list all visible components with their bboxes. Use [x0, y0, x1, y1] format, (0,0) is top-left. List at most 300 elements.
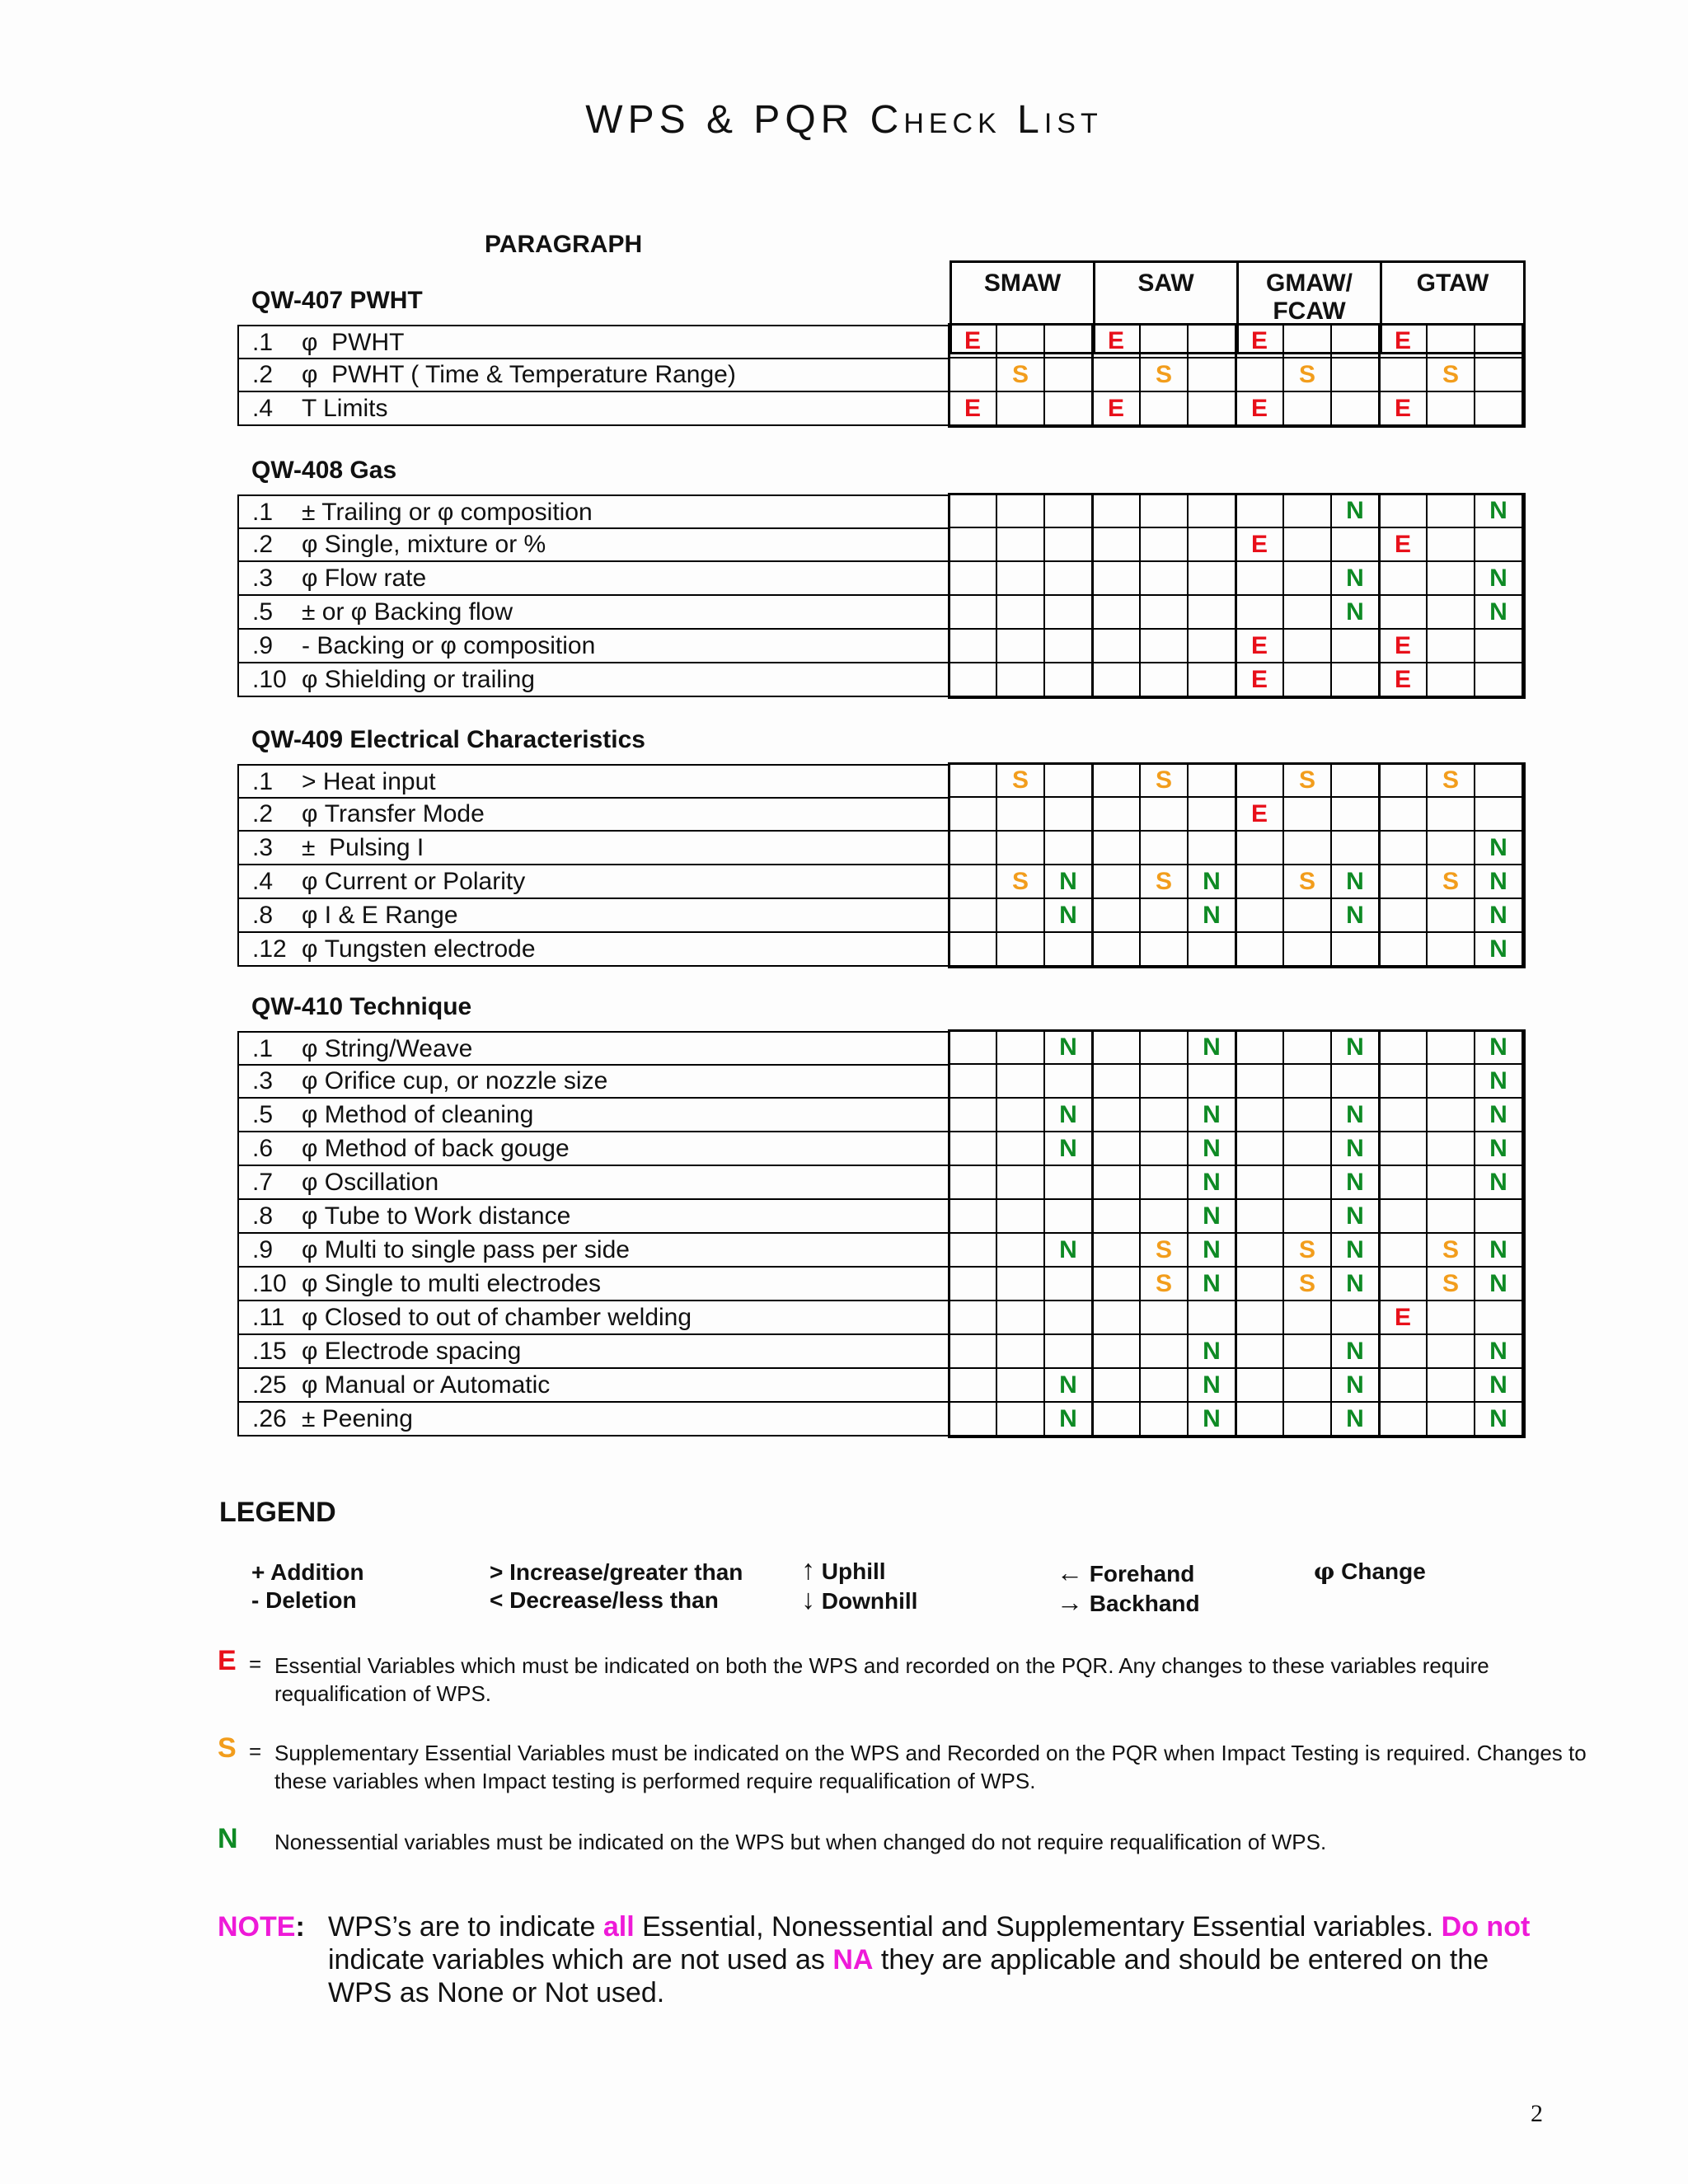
mark-cell	[1380, 596, 1428, 630]
mark-cell	[950, 1335, 997, 1369]
mark-cell	[950, 1065, 997, 1099]
definition-e-equals: =	[249, 1652, 262, 1676]
mark-cell	[1141, 933, 1189, 967]
mark-cell: E	[1093, 325, 1141, 359]
mark-cell: S	[1141, 764, 1189, 798]
row-label	[237, 596, 950, 630]
mark-cell	[950, 1132, 997, 1166]
mark-cell: N	[1475, 1335, 1523, 1369]
mark-cell: E	[1380, 528, 1428, 562]
mark-cell: S	[1428, 865, 1475, 899]
row-text: ± Peening	[302, 1405, 413, 1432]
mark-cell	[1093, 798, 1141, 832]
row-label	[237, 1301, 950, 1335]
mark-cell	[1141, 630, 1189, 663]
process-header-line: SAW	[1137, 269, 1194, 297]
mark-cell	[1045, 596, 1093, 630]
mark-cell: N	[1332, 899, 1380, 933]
row-number: .2	[252, 361, 274, 388]
row-number: .3	[252, 565, 274, 592]
mark-cell	[1045, 663, 1093, 697]
mark-cell	[1189, 798, 1236, 832]
mark-cell	[1332, 764, 1380, 798]
mark-cell	[1428, 1403, 1475, 1436]
mark-cell	[1284, 1031, 1332, 1065]
row-number: .25	[252, 1371, 287, 1399]
mark-cell	[1141, 528, 1189, 562]
mark-cell	[1284, 1335, 1332, 1369]
row-text: φ Closed to out of chamber welding	[302, 1304, 692, 1331]
mark-cell: N	[1045, 1132, 1093, 1166]
mark-cell	[1093, 933, 1141, 967]
legend-deletion: - Deletion	[251, 1587, 357, 1613]
mark-cell	[1236, 1099, 1284, 1132]
mark-cell	[950, 1031, 997, 1065]
mark-cell	[1093, 562, 1141, 596]
mark-cell: N	[1045, 1403, 1093, 1436]
mark-cell	[1284, 562, 1332, 596]
row-label	[237, 562, 950, 596]
process-group-divider	[1378, 493, 1381, 699]
mark-cell	[1236, 933, 1284, 967]
mark-cell	[1428, 630, 1475, 663]
mark-cell	[1332, 798, 1380, 832]
note-label: NOTE:	[218, 1911, 305, 1943]
mark-cell	[1475, 798, 1523, 832]
mark-cell: N	[1189, 1234, 1236, 1268]
row-number: .10	[252, 666, 287, 693]
row-number: .5	[252, 1101, 274, 1128]
mark-cell: N	[1332, 1132, 1380, 1166]
row-text: φ Orifice cup, or nozzle size	[302, 1067, 608, 1094]
mark-cell: N	[1045, 1031, 1093, 1065]
mark-cell	[1380, 1234, 1428, 1268]
mark-cell: N	[1332, 1099, 1380, 1132]
mark-cell	[1093, 899, 1141, 933]
mark-cell	[1284, 663, 1332, 697]
downhill-arrow-icon: ↓	[801, 1584, 815, 1615]
mark-cell: N	[1475, 1132, 1523, 1166]
mark-cell: N	[1189, 1369, 1236, 1403]
mark-cell	[1141, 1301, 1189, 1335]
mark-cell: N	[1332, 1234, 1380, 1268]
mark-cell	[997, 1099, 1045, 1132]
mark-cell	[1236, 1403, 1284, 1436]
row-number: .1	[252, 499, 274, 526]
mark-cell	[997, 1200, 1045, 1234]
mark-cell	[1045, 933, 1093, 967]
mark-cell	[1284, 1369, 1332, 1403]
legend-uphill	[801, 1554, 886, 1586]
mark-cell	[1045, 832, 1093, 865]
mark-cell: S	[1428, 1268, 1475, 1301]
mark-cell	[997, 562, 1045, 596]
mark-cell: E	[1380, 630, 1428, 663]
mark-cell: N	[1475, 1065, 1523, 1099]
mark-cell: N	[1475, 494, 1523, 528]
mark-cell	[1428, 1200, 1475, 1234]
mark-cell: N	[1332, 596, 1380, 630]
mark-cell: S	[1284, 865, 1332, 899]
mark-cell: E	[1380, 1301, 1428, 1335]
mark-cell	[1380, 798, 1428, 832]
row-label	[237, 1335, 950, 1369]
mark-cell	[950, 1268, 997, 1301]
mark-cell: S	[1141, 359, 1189, 392]
process-group-divider	[1091, 1029, 1094, 1438]
definition-s-equals: =	[249, 1739, 262, 1764]
mark-cell	[1475, 1301, 1523, 1335]
mark-cell	[1045, 528, 1093, 562]
process-group-divider	[1378, 323, 1381, 428]
mark-cell	[1284, 798, 1332, 832]
mark-cell	[950, 663, 997, 697]
process-group-divider	[1235, 323, 1237, 428]
mark-cell	[1189, 596, 1236, 630]
mark-cell	[1428, 798, 1475, 832]
mark-cell	[1093, 764, 1141, 798]
row-label	[237, 359, 950, 392]
mark-cell	[1428, 1166, 1475, 1200]
mark-cell	[1093, 359, 1141, 392]
mark-cell	[1045, 392, 1093, 426]
mark-cell: N	[1045, 865, 1093, 899]
row-text: φ PWHT ( Time & Temperature Range)	[302, 361, 736, 388]
mark-cell	[1236, 899, 1284, 933]
mark-cell	[997, 1403, 1045, 1436]
mark-cell: E	[1236, 325, 1284, 359]
process-group-divider	[1235, 493, 1237, 699]
mark-cell	[1093, 1369, 1141, 1403]
mark-cell	[1284, 1099, 1332, 1132]
mark-cell: S	[1428, 359, 1475, 392]
mark-cell: S	[1141, 865, 1189, 899]
legend-change	[1314, 1558, 1426, 1585]
mark-cell	[1141, 832, 1189, 865]
mark-cell: N	[1045, 1099, 1093, 1132]
process-header-line: GTAW	[1416, 269, 1489, 297]
mark-cell	[1332, 1301, 1380, 1335]
mark-cell	[1236, 596, 1284, 630]
row-text: φ Method of cleaning	[302, 1101, 534, 1128]
mark-cell	[1189, 325, 1236, 359]
row-label	[237, 528, 950, 562]
mark-cell	[1475, 325, 1523, 359]
mark-cell: E	[1236, 663, 1284, 697]
mark-cell	[1380, 764, 1428, 798]
mark-cell	[1141, 1369, 1189, 1403]
mark-cell	[1141, 325, 1189, 359]
mark-cell: E	[1236, 798, 1284, 832]
mark-cell	[1380, 1132, 1428, 1166]
mark-cell	[1045, 1335, 1093, 1369]
mark-cell	[950, 596, 997, 630]
mark-cell	[1428, 1335, 1475, 1369]
mark-cell	[997, 596, 1045, 630]
row-number: .9	[252, 632, 274, 659]
row-label	[237, 1166, 950, 1200]
mark-cell	[1189, 528, 1236, 562]
mark-cell	[1380, 1403, 1428, 1436]
mark-cell	[1332, 832, 1380, 865]
mark-cell	[1093, 1200, 1141, 1234]
mark-cell	[1428, 1301, 1475, 1335]
mark-cell	[997, 1301, 1045, 1335]
process-group-divider	[1091, 762, 1094, 968]
mark-cell	[1093, 1234, 1141, 1268]
mark-cell	[1428, 562, 1475, 596]
row-text: ± Pulsing I	[302, 834, 424, 861]
mark-cell	[1141, 1166, 1189, 1200]
mark-cell	[997, 798, 1045, 832]
mark-cell	[1380, 832, 1428, 865]
mark-cell	[950, 764, 997, 798]
mark-cell: N	[1189, 1335, 1236, 1369]
section-title: QW-409 Electrical Characteristics	[251, 726, 645, 753]
legend-increase: > Increase/greater than	[490, 1559, 743, 1585]
mark-cell	[1141, 663, 1189, 697]
mark-cell	[1236, 1166, 1284, 1200]
mark-cell	[1284, 325, 1332, 359]
mark-cell	[950, 1200, 997, 1234]
mark-cell	[1093, 1301, 1141, 1335]
mark-cell	[1284, 933, 1332, 967]
mark-cell	[950, 1369, 997, 1403]
definition-n-mark: N	[218, 1823, 238, 1854]
mark-cell: E	[1236, 630, 1284, 663]
mark-cell	[1093, 663, 1141, 697]
mark-cell	[1380, 494, 1428, 528]
legend-downhill	[801, 1584, 917, 1616]
mark-cell	[1093, 1031, 1141, 1065]
mark-cell: E	[1093, 392, 1141, 426]
mark-cell	[1380, 933, 1428, 967]
mark-cell	[1045, 1301, 1093, 1335]
row-number: .26	[252, 1405, 287, 1432]
mark-cell	[1475, 1200, 1523, 1234]
mark-cell: N	[1475, 1234, 1523, 1268]
mark-cell	[997, 392, 1045, 426]
mark-cell	[1284, 1132, 1332, 1166]
mark-cell: S	[1141, 1268, 1189, 1301]
mark-cell	[1045, 359, 1093, 392]
row-number: .12	[252, 935, 287, 963]
row-number: .1	[252, 1035, 274, 1062]
mark-cell	[1093, 494, 1141, 528]
mark-cell	[1141, 562, 1189, 596]
mark-cell: N	[1332, 1031, 1380, 1065]
process-group-divider	[1235, 1029, 1237, 1438]
row-label	[237, 1268, 950, 1301]
mark-cell: N	[1332, 1166, 1380, 1200]
mark-cell: N	[1475, 933, 1523, 967]
uphill-arrow-icon: ↑	[801, 1554, 815, 1586]
mark-cell	[1189, 1301, 1236, 1335]
mark-cell: N	[1475, 1369, 1523, 1403]
mark-cell	[1189, 764, 1236, 798]
mark-cell	[1189, 832, 1236, 865]
mark-cell: N	[1475, 865, 1523, 899]
mark-cell: S	[997, 865, 1045, 899]
mark-cell: N	[1189, 1099, 1236, 1132]
mark-cell	[1093, 832, 1141, 865]
mark-cell	[1284, 528, 1332, 562]
definition-e-mark: E	[218, 1645, 237, 1676]
mark-cell	[1236, 832, 1284, 865]
row-number: .7	[252, 1169, 274, 1196]
row-text: φ Single, mixture or %	[302, 531, 546, 558]
mark-cell	[1045, 1268, 1093, 1301]
mark-cell	[1189, 663, 1236, 697]
mark-cell	[1380, 1268, 1428, 1301]
mark-cell	[1236, 1335, 1284, 1369]
mark-cell	[950, 1166, 997, 1200]
mark-cell	[1045, 1065, 1093, 1099]
mark-cell: S	[997, 764, 1045, 798]
mark-cell	[1284, 630, 1332, 663]
legend-forehand	[1057, 1558, 1194, 1588]
row-label	[237, 663, 950, 697]
row-label	[237, 1234, 950, 1268]
mark-cell	[1141, 1099, 1189, 1132]
mark-cell: E	[950, 325, 997, 359]
mark-cell	[1093, 1403, 1141, 1436]
process-header-line: FCAW	[1273, 298, 1346, 325]
mark-cell	[997, 663, 1045, 697]
mark-cell	[1236, 1301, 1284, 1335]
mark-cell	[950, 899, 997, 933]
mark-cell: N	[1475, 596, 1523, 630]
row-number: .10	[252, 1270, 287, 1297]
row-text: φ Tungsten electrode	[302, 935, 536, 963]
row-number: .1	[252, 329, 274, 356]
mark-cell	[950, 1099, 997, 1132]
mark-cell	[1093, 1065, 1141, 1099]
mark-cell	[1189, 933, 1236, 967]
mark-cell	[1045, 798, 1093, 832]
mark-cell	[1236, 1268, 1284, 1301]
mark-cell	[997, 1369, 1045, 1403]
mark-cell	[1189, 630, 1236, 663]
mark-cell	[1284, 1301, 1332, 1335]
mark-cell	[950, 562, 997, 596]
row-number: .2	[252, 531, 274, 558]
note-text: WPS’s are to indicate all Essential, Nonessential and Supplementary Essential variables. Do not indicate variables which are not used as NA they are applicable and should be entered on the WPS as None or Not used.	[328, 1911, 1531, 2008]
mark-cell	[1236, 359, 1284, 392]
mark-cell	[1332, 325, 1380, 359]
mark-cell: N	[1475, 1166, 1523, 1200]
mark-cell	[950, 832, 997, 865]
mark-cell	[997, 630, 1045, 663]
section-title: QW-407 PWHT	[251, 287, 423, 314]
row-label	[237, 494, 950, 529]
mark-cell	[1093, 1166, 1141, 1200]
row-number: .4	[252, 868, 274, 895]
mark-cell	[1045, 1166, 1093, 1200]
row-text: φ Tube to Work distance	[302, 1202, 571, 1230]
mark-cell: S	[1284, 764, 1332, 798]
process-group-divider	[1235, 762, 1237, 968]
uphill-label: Uphill	[821, 1558, 886, 1584]
mark-cell	[1045, 562, 1093, 596]
mark-cell: E	[1236, 528, 1284, 562]
change-symbol: φ	[1314, 1558, 1335, 1585]
mark-cell	[1428, 1369, 1475, 1403]
mark-cell: S	[1428, 1234, 1475, 1268]
process-header-line: SMAW	[983, 269, 1062, 297]
mark-cell	[950, 630, 997, 663]
paragraph-header: PARAGRAPH	[485, 231, 643, 258]
mark-cell: N	[1475, 1099, 1523, 1132]
mark-cell: N	[1475, 832, 1523, 865]
mark-cell	[997, 528, 1045, 562]
row-text: - Backing or φ composition	[302, 632, 596, 659]
row-label	[237, 1200, 950, 1234]
mark-cell	[1332, 1065, 1380, 1099]
mark-cell	[1332, 359, 1380, 392]
row-label	[237, 899, 950, 933]
mark-cell	[1189, 1065, 1236, 1099]
row-label	[237, 798, 950, 832]
backhand-label: Backhand	[1089, 1591, 1200, 1616]
mark-cell	[997, 933, 1045, 967]
mark-cell	[1093, 865, 1141, 899]
mark-cell	[997, 325, 1045, 359]
row-label	[237, 1132, 950, 1166]
mark-cell	[997, 1268, 1045, 1301]
mark-cell	[1045, 764, 1093, 798]
mark-cell	[1093, 1099, 1141, 1132]
left-arrow-icon: ←	[1057, 1558, 1083, 1587]
mark-cell	[1236, 1200, 1284, 1234]
mark-cell	[1189, 494, 1236, 528]
row-text: φ Shielding or trailing	[302, 666, 535, 693]
mark-cell	[1428, 1031, 1475, 1065]
mark-cell	[1428, 528, 1475, 562]
mark-cell: N	[1189, 1166, 1236, 1200]
mark-cell: S	[997, 359, 1045, 392]
downhill-label: Downhill	[821, 1588, 918, 1614]
process-header-line: GMAW/	[1266, 269, 1353, 297]
mark-cell	[1284, 494, 1332, 528]
mark-cell: N	[1189, 1403, 1236, 1436]
mark-cell: E	[950, 392, 997, 426]
row-label	[237, 325, 950, 359]
mark-cell: N	[1045, 1369, 1093, 1403]
mark-cell: N	[1189, 1268, 1236, 1301]
mark-cell	[950, 494, 997, 528]
mark-cell	[1380, 562, 1428, 596]
row-number: .1	[252, 768, 274, 795]
mark-cell	[1141, 1031, 1189, 1065]
right-arrow-icon: →	[1057, 1587, 1083, 1617]
mark-cell	[1236, 1234, 1284, 1268]
mark-cell	[1189, 359, 1236, 392]
mark-cell	[1332, 392, 1380, 426]
mark-cell	[1045, 630, 1093, 663]
mark-cell	[1236, 1065, 1284, 1099]
mark-cell: E	[1380, 663, 1428, 697]
definition-s-mark: S	[218, 1732, 237, 1764]
mark-cell	[1284, 392, 1332, 426]
page-number: 2	[1531, 2100, 1543, 2127]
mark-cell	[1236, 1132, 1284, 1166]
mark-cell	[1428, 663, 1475, 697]
mark-cell	[997, 1335, 1045, 1369]
mark-cell: N	[1332, 1335, 1380, 1369]
mark-cell	[1380, 1065, 1428, 1099]
mark-cell: N	[1189, 1132, 1236, 1166]
